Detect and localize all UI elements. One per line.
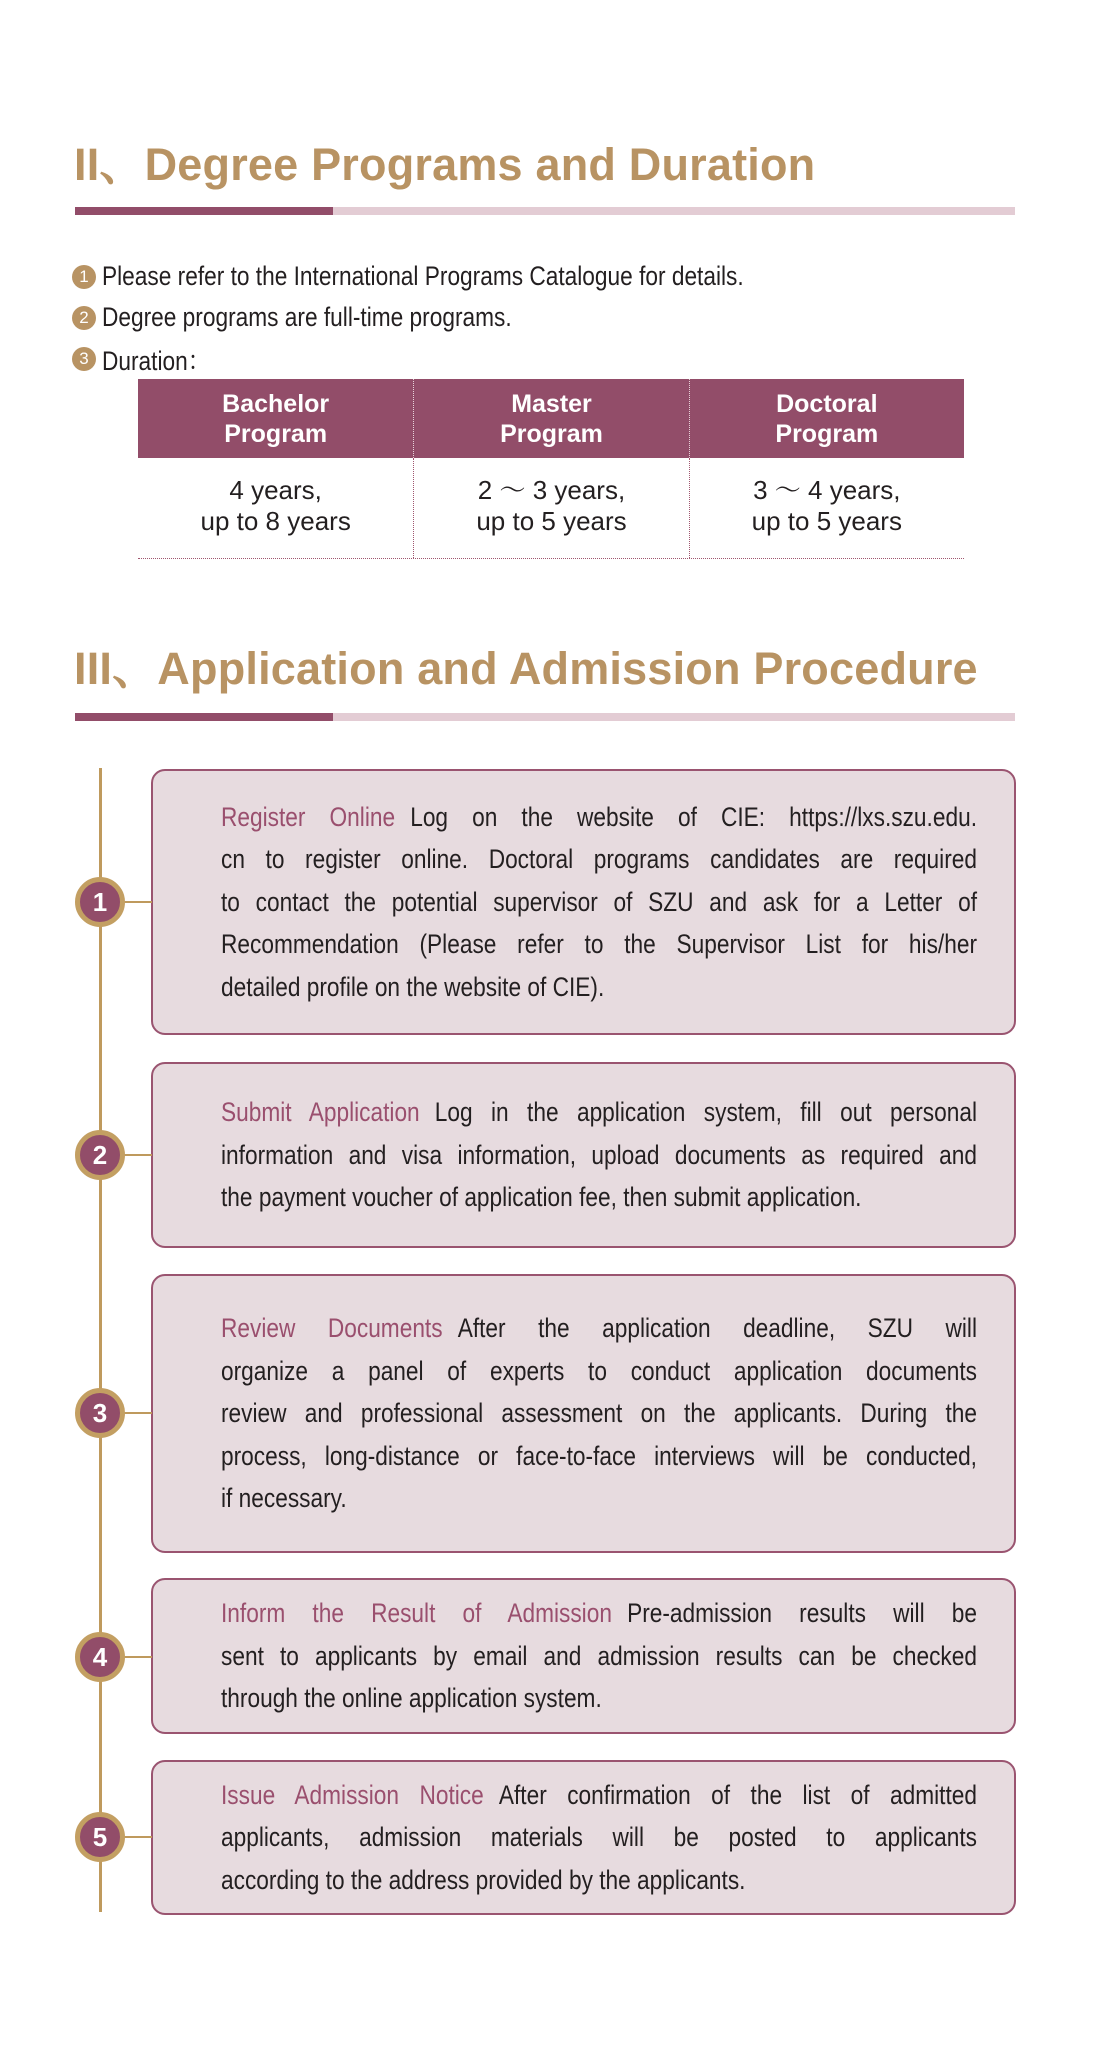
header-line: Program bbox=[775, 419, 879, 448]
table-cell-doctoral bbox=[689, 458, 964, 558]
header-line: Program bbox=[224, 419, 328, 448]
step-text: the payment voucher of application fee, then submit application. bbox=[221, 1182, 862, 1213]
step-text: process, long-distance or face-to-face interviews will be conducted, bbox=[221, 1440, 977, 1471]
header-line: Program bbox=[500, 419, 603, 448]
step-text: organize a panel of experts to conduct application documents bbox=[221, 1355, 977, 1386]
step-text: sent to applicants by email and admission results can be checked bbox=[221, 1640, 977, 1671]
step-title: Submit Application bbox=[221, 1097, 420, 1128]
table-cell-master bbox=[413, 458, 688, 558]
step-number-1-icon: 1 bbox=[75, 877, 125, 927]
step-text-block bbox=[221, 1592, 977, 1720]
section-divider bbox=[75, 713, 1015, 721]
step-text: Recommendation (Please refer to the Supervisor List for his/her bbox=[221, 929, 977, 960]
procedure-step-4 bbox=[151, 1578, 1016, 1734]
step-number-3-icon: 3 bbox=[75, 1388, 125, 1438]
procedure-step-1 bbox=[151, 769, 1016, 1035]
step-text: review and professional assessment on the applicants. During the bbox=[221, 1398, 977, 1429]
cell-line: up to 5 years bbox=[476, 506, 627, 536]
cell-line: 3 ～ 4 years, bbox=[753, 475, 901, 505]
step-text: according to the address provided by the applicants. bbox=[221, 1864, 746, 1895]
step-text-line bbox=[221, 796, 977, 839]
header-line: Bachelor bbox=[222, 389, 330, 418]
header-line: Master bbox=[511, 389, 592, 418]
step-description bbox=[221, 1774, 977, 1902]
number-3-icon: 3 bbox=[72, 347, 96, 371]
step-text-line bbox=[221, 1859, 977, 1902]
section-heading-degree-programs: II、Degree Programs and Duration bbox=[74, 139, 816, 190]
step-text: through the online application system. bbox=[221, 1683, 602, 1714]
cell-line: 4 years, bbox=[229, 475, 322, 505]
table-row bbox=[138, 458, 964, 559]
step-text-line bbox=[221, 1392, 977, 1435]
step-text-line bbox=[221, 1134, 977, 1177]
step-title: Inform the Result of Admission bbox=[221, 1598, 612, 1629]
step-text-block bbox=[221, 1774, 977, 1902]
step-text-line bbox=[221, 881, 977, 924]
step-number-5-icon: 5 bbox=[75, 1812, 125, 1862]
cell-line: up to 8 years bbox=[200, 506, 351, 536]
step-description bbox=[221, 1592, 977, 1720]
step-text: information and visa information, upload documents as required and bbox=[221, 1139, 977, 1170]
number-1-icon: 1 bbox=[72, 265, 96, 289]
step-text-block bbox=[221, 796, 977, 1009]
step-text-line bbox=[221, 1635, 977, 1678]
timeline-line bbox=[99, 768, 102, 1912]
section-heading-application-procedure: III、Application and Admission Procedure bbox=[74, 643, 978, 694]
step-text: cn to register online. Doctoral programs candidates are required bbox=[221, 844, 977, 875]
step-title: Register Online bbox=[221, 801, 396, 832]
section-divider bbox=[75, 207, 1015, 215]
step-text: if necessary. bbox=[221, 1483, 347, 1514]
step-text-line bbox=[221, 1176, 977, 1219]
step-number-4-icon: 4 bbox=[75, 1632, 125, 1682]
table-cell-bachelor bbox=[138, 458, 413, 558]
list-item-text: Please refer to the International Programs Catalogue for details. bbox=[102, 261, 744, 291]
duration-table bbox=[138, 379, 964, 559]
step-text-line bbox=[221, 1091, 977, 1134]
header-line: Doctoral bbox=[776, 389, 878, 418]
step-number-2-icon: 2 bbox=[75, 1130, 125, 1180]
step-title: Review Documents bbox=[221, 1313, 443, 1344]
step-text-line bbox=[221, 1435, 977, 1478]
section-divider-accent bbox=[75, 207, 333, 215]
column-header-master bbox=[413, 379, 688, 458]
step-text-line bbox=[221, 838, 977, 881]
step-text-line bbox=[221, 1477, 977, 1520]
degree-notes-list bbox=[72, 256, 866, 379]
step-text: After the application deadline, SZU will bbox=[457, 1313, 977, 1344]
procedure-step-5 bbox=[151, 1760, 1016, 1915]
step-text-line bbox=[221, 966, 977, 1009]
table-header-row bbox=[138, 379, 964, 458]
step-text-line bbox=[221, 923, 977, 966]
step-description bbox=[221, 796, 977, 1009]
step-description bbox=[221, 1307, 977, 1520]
step-text: After confirmation of the list of admitted bbox=[498, 1779, 978, 1810]
cell-line: up to 5 years bbox=[751, 506, 902, 536]
section-divider-accent bbox=[75, 713, 333, 721]
column-header-doctoral bbox=[689, 379, 964, 458]
step-text-line bbox=[221, 1774, 977, 1817]
list-item-text: Duration： bbox=[102, 346, 211, 376]
cell-line: 2 ～ 3 years, bbox=[477, 475, 626, 505]
step-text-block bbox=[221, 1307, 977, 1520]
step-description bbox=[221, 1091, 977, 1219]
step-text-line bbox=[221, 1350, 977, 1393]
step-text: applicants, admission materials will be posted to applicants bbox=[221, 1822, 977, 1853]
step-text-line bbox=[221, 1677, 977, 1720]
step-text: Log on the website of CIE: https://lxs.szu.edu. bbox=[410, 801, 978, 832]
procedure-step-3 bbox=[151, 1274, 1016, 1553]
step-text: detailed profile on the website of CIE). bbox=[221, 971, 605, 1002]
list-item bbox=[72, 297, 866, 338]
step-text-line bbox=[221, 1816, 977, 1859]
list-item bbox=[72, 338, 866, 379]
list-item bbox=[72, 256, 866, 297]
list-item-text: Degree programs are full-time programs. bbox=[102, 302, 512, 332]
step-text-block bbox=[221, 1091, 977, 1219]
step-text-line bbox=[221, 1592, 977, 1635]
number-2-icon: 2 bbox=[72, 306, 96, 330]
step-text-line bbox=[221, 1307, 977, 1350]
step-text: to contact the potential supervisor of SZU and ask for a Letter of bbox=[221, 886, 977, 917]
column-header-bachelor bbox=[138, 379, 413, 458]
step-text: Log in the application system, fill out personal bbox=[434, 1097, 978, 1128]
step-text: Pre-admission results will be bbox=[627, 1598, 977, 1629]
procedure-step-2 bbox=[151, 1062, 1016, 1248]
step-title: Issue Admission Notice bbox=[221, 1779, 484, 1810]
